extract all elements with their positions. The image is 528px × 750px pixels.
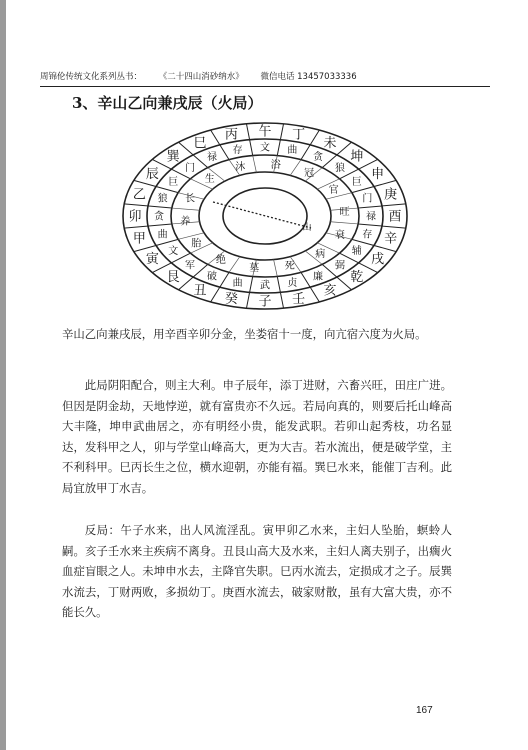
compass-star-label: 曲 — [157, 229, 168, 241]
compass-inner-spoke — [290, 160, 301, 176]
compass-mountain-label: 丑 — [193, 283, 207, 299]
compass-stage-label: 浴 — [270, 160, 281, 172]
header-series: 周锦伦传统文化系列丛书： — [40, 72, 143, 82]
compass-inner-spoke — [229, 257, 240, 273]
compass-axis-line — [213, 202, 311, 228]
compass-mountain-label: 酉 — [388, 209, 402, 225]
compass-stage-label: 死 — [284, 261, 295, 273]
compass-star-label: 贪 — [154, 211, 164, 223]
compass-star-label: 贪 — [313, 151, 323, 163]
compass-stage-label: 沐 — [235, 162, 246, 174]
compass-star-label: 存 — [232, 144, 243, 156]
compass-mountain-label: 坤 — [350, 149, 364, 165]
compass-star-label: 曲 — [232, 278, 243, 290]
compass-star-label: 巨 — [351, 177, 362, 189]
compass-stage-label: 病 — [315, 249, 326, 261]
compass-star-label: 巨 — [168, 177, 179, 189]
compass-mountain-label: 艮 — [166, 269, 180, 285]
paragraph-main: 此局阴阳配合，则主大利。申子辰年，添丁进财，六畜兴旺，田庄广进。但因是阴金劫，天地悖逆，就有富贵亦不久远。若局向真的，则要后托山峰高大丰隆，坤申武曲居之，亦有明经小贵，能发武职。若卯山起秀枝，功名显达，发科甲之人，卯与学堂山峰高大，更为大吉。若水流出，便是破学堂，主不利科甲。巳丙长生之位，横水迎朝，亦能有福。巽巳水来，能催丁吉利。此局宜放甲丁水吉。 — [62, 378, 452, 495]
compass-diagram — [120, 118, 410, 314]
compass-mountain-label: 辛 — [384, 231, 398, 247]
compass-mountain-label: 戌 — [371, 252, 385, 268]
compass-star-label: 廉 — [313, 271, 323, 283]
header-contact: 微信电话 13457033336 — [260, 72, 357, 82]
compass-star-label: 存 — [362, 229, 373, 241]
compass-mountain-marker: 山 — [302, 223, 312, 233]
compass-star-label: 军 — [185, 260, 196, 272]
compass-star-label: 门 — [362, 193, 373, 205]
compass-mountain-label: 乙 — [132, 187, 146, 203]
compass-mountain-label: 午 — [258, 124, 272, 140]
compass-mountain-label: 子 — [258, 294, 272, 310]
compass-stage-label: 墓 — [249, 263, 260, 275]
compass-mountain-label: 寅 — [145, 252, 159, 268]
page-number: 167 — [416, 705, 433, 716]
compass-stage-label: 胎 — [191, 238, 202, 250]
compass-stage-label: 长 — [185, 193, 196, 205]
header-book-title: 《二十四山消砂纳水》 — [158, 72, 244, 82]
compass-mountain-label: 辰 — [145, 167, 159, 183]
compass-star-label: 文 — [260, 142, 270, 154]
header-rule — [40, 86, 490, 87]
compass-stage-label: 养 — [180, 216, 191, 228]
compass-star-label: 禄 — [207, 151, 217, 163]
compass-inner-spoke — [253, 156, 257, 173]
compass-mountain-label: 卯 — [128, 209, 142, 225]
compass-star-label: 狼 — [157, 193, 168, 205]
compass-mountain-label: 丙 — [224, 127, 238, 143]
compass-star-label: 贞 — [287, 278, 298, 290]
paragraph-intro: 辛山乙向兼戌辰，用辛酉辛卯分金，坐娄宿十一度，向亢宿六度为火局。 — [62, 327, 427, 341]
compass-star-label: 弼 — [334, 260, 345, 272]
compass-mountain-label: 丁 — [292, 127, 306, 143]
compass-star-label: 狼 — [334, 162, 345, 174]
compass-star-label: 辅 — [351, 246, 362, 258]
compass-star-label: 门 — [185, 162, 196, 174]
compass-star-label: 曲 — [287, 144, 298, 156]
compass-stage-label: 旺 — [339, 206, 350, 218]
section-title: 3、辛山乙向兼戌辰（火局） — [72, 94, 263, 112]
compass-star-label: 破 — [207, 271, 217, 283]
compass-mountain-label: 乾 — [350, 269, 364, 285]
running-header — [40, 70, 492, 82]
compass-mountain-label: 巳 — [193, 136, 207, 152]
compass-mountain-label: 庚 — [384, 187, 398, 203]
compass-mountain-label: 巽 — [166, 149, 180, 165]
compass-mountain-label: 甲 — [132, 231, 146, 247]
compass-mountain-label: 癸 — [224, 291, 238, 307]
compass-stage-label: 生 — [204, 174, 215, 186]
compass-stage-label: 官 — [328, 184, 339, 196]
compass-mountain-label: 壬 — [292, 291, 306, 307]
compass-stage-label: 衰 — [334, 229, 345, 241]
compass-star-label: 武 — [260, 280, 270, 292]
compass-star-label: 禄 — [366, 211, 376, 223]
compass-mountain-label: 亥 — [323, 283, 337, 299]
page-edge-shadow — [0, 0, 6, 750]
compass-mountain-label: 申 — [371, 167, 385, 183]
compass-inner-spoke — [172, 208, 200, 210]
compass-star-label: 文 — [168, 246, 179, 258]
compass-stage-label: 冠 — [304, 168, 315, 180]
compass-stage-label: 绝 — [215, 254, 226, 266]
compass-inner-spoke — [274, 260, 278, 277]
compass-mountain-label: 未 — [323, 136, 337, 152]
compass-inner-spoke — [330, 222, 358, 224]
paragraph-reverse: 反局：午子水来，出人风流淫乱。寅甲卯乙水来，主妇人坠胎，螟蛉人嗣。亥子壬水来主疾病不离身。丑艮山高大及水来，主妇人离夫别子，出瘸火血症盲眼之人。未坤申水去，主降官失职。巳丙水流去，定损成才之子。辰巽水流去，丁财两败，多损幼丁。庚酉水流去，破家财散，虽有大富大贵，亦不能长久。 — [62, 523, 452, 620]
